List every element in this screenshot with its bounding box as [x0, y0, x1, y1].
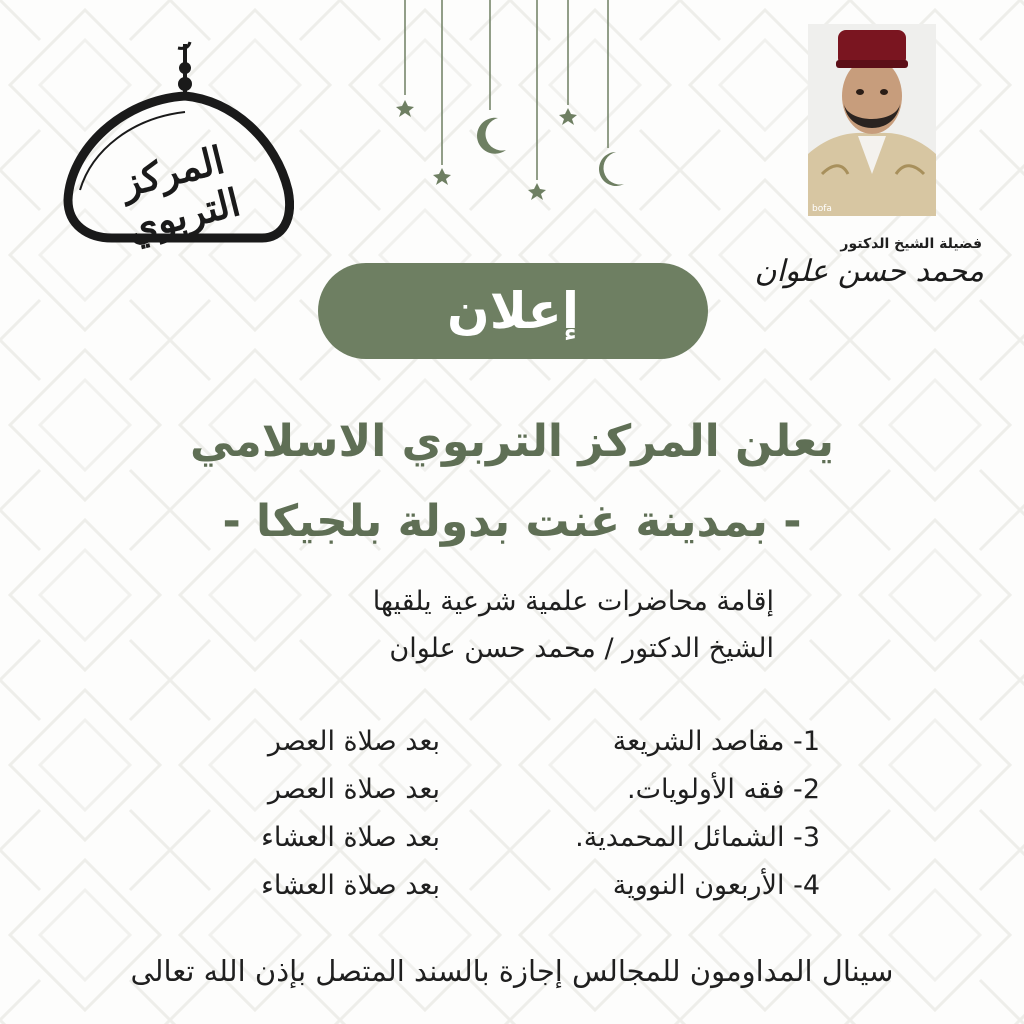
lecture-row [180, 822, 820, 870]
logo-text: المركز التربوي [116, 136, 245, 251]
lecture-row [180, 774, 820, 822]
lecture-topic: 1- مقاصد الشريعة [612, 726, 820, 757]
hanging-moons-and-stars-icon [380, 0, 640, 210]
intro-line-1: إقامة محاضرات علمية شرعية يلقيها [372, 586, 774, 617]
intro-line-2: الشيخ الدكتور / محمد حسن علوان [389, 633, 774, 664]
mosque-dome-logo [62, 40, 294, 251]
lecture-topic: 2- فقه الأولويات. [627, 774, 820, 805]
sheikh-portrait-photo [808, 24, 936, 216]
headline-line-1: يعلن المركز التربوي الاسلامي [190, 416, 834, 467]
lecture-time: بعد صلاة العشاء [261, 822, 440, 853]
announcement-badge [318, 263, 708, 359]
lecture-time: بعد صلاة العصر [267, 774, 440, 805]
lecture-topic: 3- الشمائل المحمدية. [575, 822, 820, 853]
portrait-tag: bofa [812, 204, 832, 214]
announcement-label: إعلان [447, 282, 579, 340]
lecture-list [180, 726, 820, 918]
lecture-time: بعد صلاة العصر [267, 726, 440, 757]
lecture-time: بعد صلاة العشاء [261, 870, 440, 901]
lecture-row [180, 726, 820, 774]
lecture-topic: 4- الأربعون النووية [612, 870, 820, 901]
lecture-row [180, 870, 820, 918]
sheikh-signature: محمد حسن علوان [754, 254, 984, 289]
footer-note: سينال المداومون للمجالس إجازة بالسند المتصل بإذن الله تعالى [130, 954, 894, 988]
sheikh-title: فضيلة الشيخ الدكتور [840, 236, 982, 252]
headline-line-2: - بمدينة غنت بدولة بلجيكا - [222, 496, 802, 547]
